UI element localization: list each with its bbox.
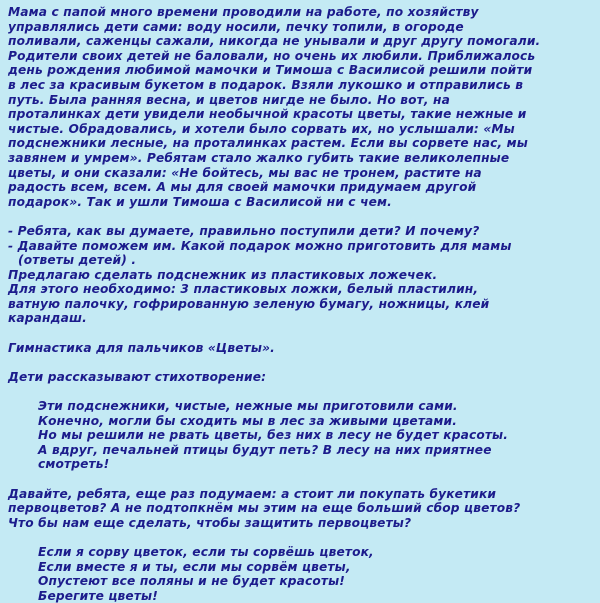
text-line: завянем и умрем». Ребятам стало жалко губить такие великолепные [8, 150, 510, 165]
paragraph-gap [8, 326, 592, 341]
text-line: подснежники лесные, на проталинках растем. Если вы сорвете нас, мы [8, 136, 528, 151]
text-line: путь. Была ранняя весна, и цветов нигде не было. Но вот, на [8, 92, 450, 107]
poem-line: Опустеют все поляны и не будет красоты! [38, 574, 346, 589]
text-line: Что бы нам еще сделать, чтобы защитить первоцветы? [8, 515, 412, 530]
poem-line: Берегите цветы! [38, 588, 158, 603]
text-line: Родители своих детей не баловали, но очень их любили. Приближалось [8, 48, 536, 63]
text-line: подарок». Так и ушли Тимоша с Василисой ни с чем. [8, 194, 392, 209]
text-line: день рождения любимой мамочки и Тимоша с Василисой решили пойти [8, 63, 533, 78]
text-line: карандаш. [8, 311, 87, 326]
proposal-block [8, 268, 592, 326]
text-line: радость всем, всем. А мы для своей мамочки придумаем другой [8, 180, 477, 195]
paragraph-gap [8, 384, 592, 399]
poem-line: Эти подснежники, чистые, нежные мы приготовили сами. [38, 399, 458, 414]
reflection-paragraph [8, 487, 592, 531]
answer-note: (ответы детей) . [18, 253, 137, 268]
recite-intro: Дети рассказывают стихотворение: [8, 369, 267, 384]
gymnastics-heading: Гимнастика для пальчиков «Цветы». [8, 340, 275, 355]
question-line: - Ребята, как вы думаете, правильно поступили дети? И почему? [8, 223, 480, 238]
paragraph-gap [8, 209, 592, 224]
text-line: цветы, и они сказали: «Не бойтесь, мы вас не тронем, растите на [8, 165, 482, 180]
text-line: чистые. Обрадовались, и хотели было сорвать их, но услышали: «Мы [8, 121, 515, 136]
story-paragraph [8, 5, 592, 209]
question-line: - Давайте поможем им. Какой подарок можно приготовить для мамы [8, 238, 512, 253]
text-line: Давайте, ребята, еще раз подумаем: а стоит ли покупать букетики [8, 486, 497, 501]
poem-line: Но мы решили не рвать цветы, без них в лесу не будет красоты. [38, 428, 509, 443]
poem-line: Если я сорву цветок, если ты сорвёшь цветок, [38, 544, 374, 559]
poem-first [8, 399, 592, 472]
text-line: первоцветов? А не подтопкнём мы этим на еще больший сбор цветов? [8, 501, 521, 516]
poem-second [8, 545, 592, 603]
questions-block [8, 224, 592, 268]
text-line: Для этого необходимо: 3 пластиковых ложки, белый пластилин, [8, 282, 479, 297]
paragraph-gap [8, 472, 592, 487]
paragraph-gap [8, 355, 592, 370]
text-line: ватную палочку, гофрированную зеленую бумагу, ножницы, клей [8, 296, 490, 311]
poem-line: А вдруг, печальней птицы будут петь? В лесу на них приятнее [38, 442, 492, 457]
text-line: в лес за красивым букетом в подарок. Взяли лукошко и отправились в [8, 77, 524, 92]
text-line: управлялись дети сами: воду носили, печку топили, в огороде [8, 19, 464, 34]
text-line: проталинках дети увидели необычной красоты цветы, такие нежные и [8, 107, 527, 122]
text-line: Предлагаю сделать подснежник из пластиковых ложечек. [8, 267, 438, 282]
poem-line: Если вместе я и ты, если мы сорвём цветы, [38, 559, 351, 574]
poem-line: смотреть! [38, 457, 110, 472]
text-line: Мама с папой много времени проводили на работе, по хозяйству [8, 5, 479, 19]
paragraph-gap [8, 530, 592, 545]
poem-line: Конечно, могли бы сходить мы в лес за живыми цветами. [38, 413, 458, 428]
text-line: поливали, саженцы сажали, никогда не унывали и друг другу помогали. [8, 34, 541, 49]
